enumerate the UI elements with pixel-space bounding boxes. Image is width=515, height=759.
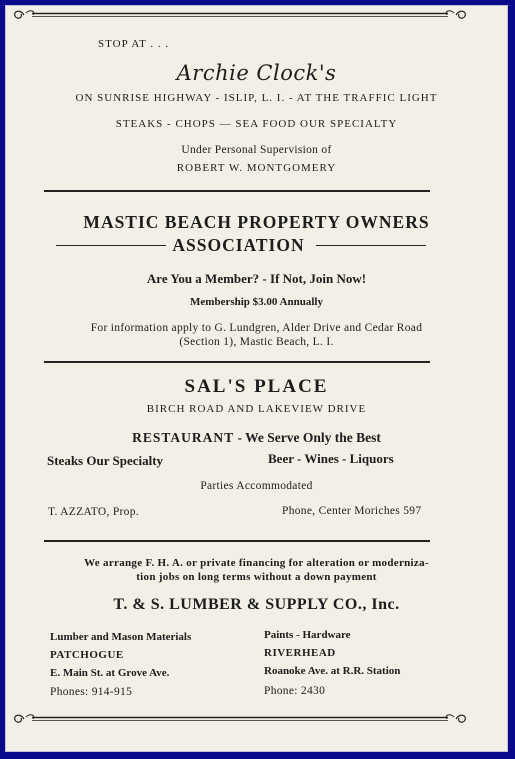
divider-2 <box>44 361 430 363</box>
archie-clocks-name: Archie Clock's <box>176 61 337 85</box>
lumber-left-2: PATCHOGUE <box>50 649 124 661</box>
lumber-right-1: Paints - Hardware <box>264 629 351 641</box>
association-rule-right <box>316 245 426 246</box>
archie-supervisor: ROBERT W. MONTGOMERY <box>176 162 337 174</box>
lumber-right-2: RIVERHEAD <box>264 647 336 659</box>
mastic-info-line2: (Section 1), Mastic Beach, L. I. <box>179 336 334 348</box>
sals-address: BIRCH ROAD AND LAKEVIEW DRIVE <box>146 403 367 415</box>
lumber-title: T. & S. LUMBER & SUPPLY CO., Inc. <box>113 596 400 613</box>
sals-restaurant-label: RESTAURANT <box>132 430 235 445</box>
mastic-info-line1: For information apply to G. Lundgren, Alder Drive and Cedar Road <box>90 322 423 334</box>
archie-supervision: Under Personal Supervision of <box>181 144 332 156</box>
advertisement-page <box>5 5 508 752</box>
sals-drinks: Beer - Wines - Liquors <box>268 451 394 466</box>
lumber-right-3: Roanoke Ave. at R.R. Station <box>264 665 401 677</box>
divider-1 <box>44 190 430 192</box>
lumber-left-4: Phones: 914-915 <box>50 686 133 698</box>
sals-proprietor: T. AZZATO, Prop. <box>48 506 139 518</box>
mastic-membership: Membership $3.00 Annually <box>190 296 323 308</box>
mastic-association: ASSOCIATION <box>172 235 305 255</box>
lumber-financing-line1: We arrange F. H. A. or private financing for alteration or moderniza- <box>84 557 429 569</box>
top-ornament-border <box>10 8 470 22</box>
sals-parties: Parties Accommodated <box>200 480 313 492</box>
divider-3 <box>44 540 430 542</box>
archie-location: ON SUNRISE HIGHWAY - ISLIP, L. I. - AT THE TRAFFIC LIGHT <box>75 92 438 104</box>
stop-at-text: STOP AT . . . <box>98 38 170 50</box>
mastic-title: MASTIC BEACH PROPERTY OWNERS <box>83 212 430 232</box>
sals-phone: Phone, Center Moriches 597 <box>282 505 422 517</box>
sals-title: SAL'S PLACE <box>184 376 329 397</box>
lumber-left-3: E. Main St. at Grove Ave. <box>50 667 170 679</box>
sals-restaurant-line <box>6 430 507 446</box>
lumber-financing-line2: tion jobs on long terms without a down payment <box>136 571 377 583</box>
mastic-question: Are You a Member? - If Not, Join Now! <box>146 271 367 286</box>
lumber-right-4: Phone: 2430 <box>264 685 326 697</box>
sals-restaurant-text: - We Serve Only the Best <box>234 430 381 445</box>
lumber-left-1: Lumber and Mason Materials <box>50 631 192 643</box>
archie-specialty: STEAKS - CHOPS — SEA FOOD OUR SPECIALTY <box>115 118 398 130</box>
bottom-ornament-border <box>10 712 470 726</box>
sals-steaks: Steaks Our Specialty <box>47 453 164 468</box>
